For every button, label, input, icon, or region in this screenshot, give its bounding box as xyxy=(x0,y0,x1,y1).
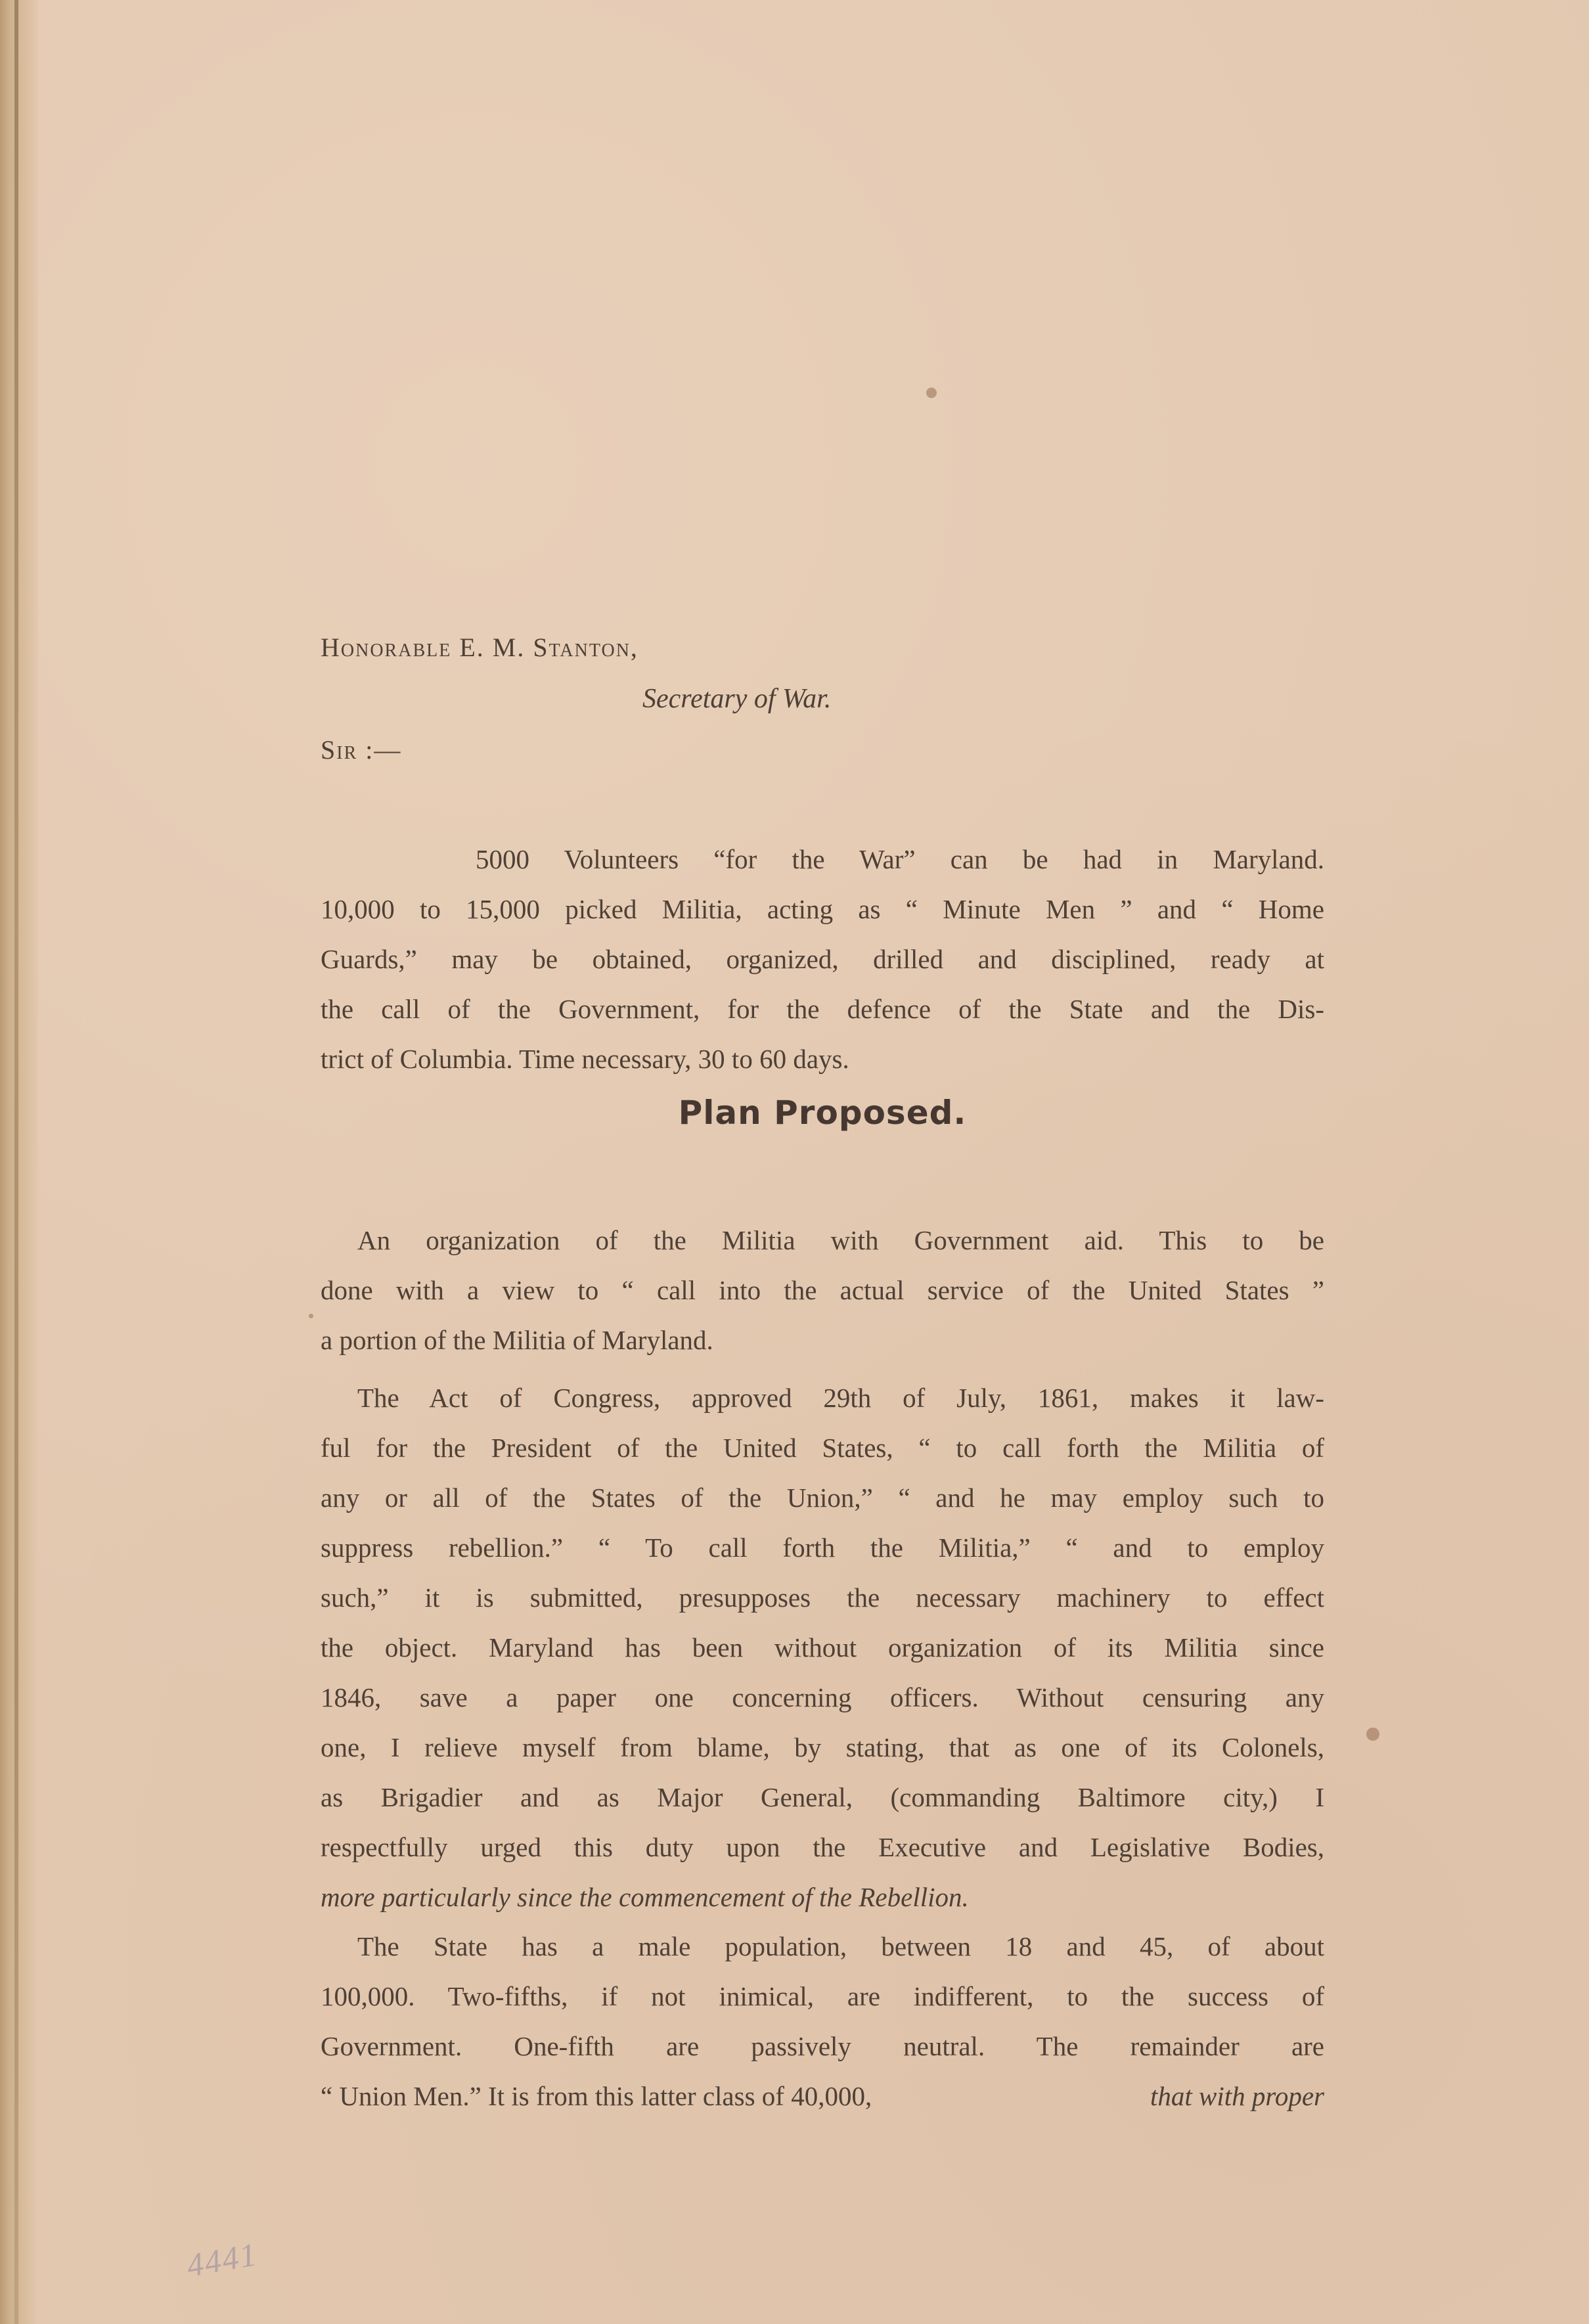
section-heading: Plan Proposed. xyxy=(678,1094,967,1132)
text-line: trict of Columbia. Time necessary, 30 to 60 days. xyxy=(321,1044,849,1074)
text-line xyxy=(321,2071,1324,2121)
text-line-plain: “ Union Men.” It is from this latter class of 40,000, xyxy=(321,2081,872,2111)
text-line: any or all of the States of the Union,” “ and he may employ such to xyxy=(321,1483,1324,1513)
text-line: as Brigadier and as Major General, (commanding Baltimore city,) I xyxy=(321,1782,1324,1812)
addressee-title: Secretary of War. xyxy=(642,684,832,714)
text-line: Guards,” may be obtained, organized, drilled and disciplined, ready at xyxy=(321,944,1324,974)
text-line: 10,000 to 15,000 picked Militia, acting as “ Minute Men ” and “ Home xyxy=(321,894,1324,924)
text-line-emphasis: that with proper xyxy=(1150,2081,1324,2111)
greeting: Sir :— xyxy=(321,735,402,765)
paper-stain xyxy=(926,388,937,398)
binding-edge xyxy=(0,0,38,2324)
text-line: An organization of the Militia with Government aid. This to be xyxy=(357,1225,1324,1255)
text-line: The Act of Congress, approved 29th of July, 1861, makes it law- xyxy=(357,1383,1324,1413)
text-line: respectfully urged this duty upon the Executive and Legislative Bodies, xyxy=(321,1832,1324,1862)
paper-stain xyxy=(309,1314,313,1318)
text-line: 1846, save a paper one concerning officers. Without censuring any xyxy=(321,1682,1324,1712)
emphasized-line: more particularly since the commencement of the Rebellion. xyxy=(321,1882,969,1912)
text-line: the object. Maryland has been without organization of its Militia since xyxy=(321,1632,1324,1663)
text-line: 100,000. Two-fifths, if not inimical, are indifferent, to the success of xyxy=(321,1981,1324,2011)
text-line: The State has a male population, between 18 and 45, of about xyxy=(357,1931,1324,1961)
text-line: such,” it is submitted, presupposes the necessary machinery to effect xyxy=(321,1582,1324,1613)
paper-stain xyxy=(1366,1728,1379,1741)
paragraph-1 xyxy=(321,1215,1324,1365)
text-line: 5000 Volunteers “for the War” can be had in Maryland. xyxy=(476,844,1324,874)
text-line: the call of the Government, for the defence of the State and the Dis- xyxy=(321,994,1324,1024)
text-line: Government. One-fifth are passively neutral. The remainder are xyxy=(321,2031,1324,2061)
text-line: suppress rebellion.” “ To call forth the Militia,” “ and to employ xyxy=(321,1532,1324,1563)
addressee-name: Honorable E. M. Stanton, xyxy=(321,633,638,662)
opening-paragraph xyxy=(321,834,1324,1084)
binding-fold-line xyxy=(14,0,18,2324)
text-line: ful for the President of the United States, “ to call forth the Militia of xyxy=(321,1433,1324,1463)
handwritten-catalog-mark: 4441 xyxy=(184,2235,261,2285)
text-line: one, I relieve myself from blame, by stating, that as one of its Colonels, xyxy=(321,1732,1324,1762)
text-line: a portion of the Militia of Maryland. xyxy=(321,1325,713,1355)
paragraph-2 xyxy=(321,1373,1324,1922)
salutation xyxy=(321,623,1324,775)
text-line: done with a view to “ call into the actual service of the United States ” xyxy=(321,1275,1324,1305)
paragraph-3 xyxy=(321,1921,1324,2121)
section-heading-block xyxy=(321,1086,1324,1139)
